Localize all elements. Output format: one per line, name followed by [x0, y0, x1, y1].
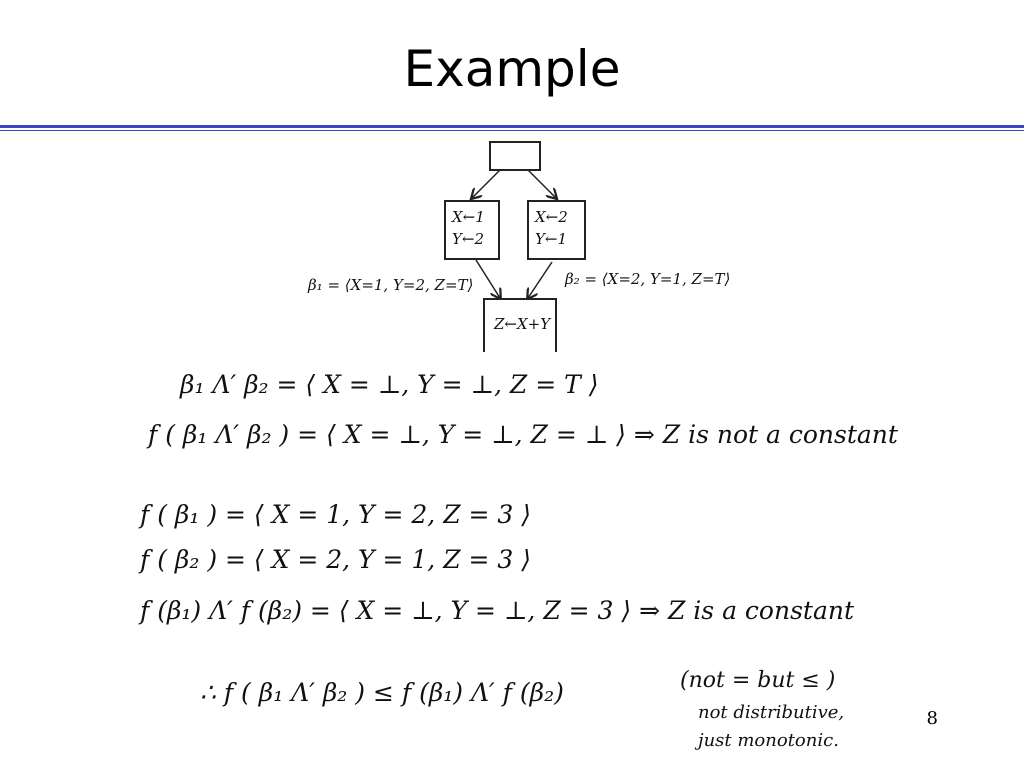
left-block-line1: X←1: [452, 208, 485, 226]
note-just-monotonic: just monotonic.: [698, 730, 839, 751]
meet-equation: β₁ Λ′ β₂ = ⟨ X = ⊥, Y = ⊥, Z = T ⟩: [180, 370, 599, 399]
transfer-of-meet-equation: f ( β₁ Λ′ β₂ ) = ⟨ X = ⊥, Y = ⊥, Z = ⊥ ⟩ ⇒ Z is not a constant: [148, 420, 898, 449]
merge-block-text: Z←X+Y: [494, 315, 551, 333]
note-not-equal: (not = but ≤ ): [680, 668, 836, 693]
beta2-label: β₂ = ⟨X=2, Y=1, Z=T⟩: [565, 270, 731, 288]
entry-block: [489, 141, 541, 171]
f-beta2-equation: f ( β₂ ) = ⟨ X = 2, Y = 1, Z = 3 ⟩: [140, 545, 532, 574]
f-beta1-equation: f ( β₁ ) = ⟨ X = 1, Y = 2, Z = 3 ⟩: [140, 500, 532, 529]
slide-title: Example: [403, 40, 621, 98]
page-number: 8: [926, 708, 938, 729]
right-block-line1: X←2: [535, 208, 568, 226]
beta1-label: β₁ = ⟨X=1, Y=2, Z=T⟩: [308, 276, 474, 294]
meet-of-transfers-equation: f (β₁) Λ′ f (β₂) = ⟨ X = ⊥, Y = ⊥, Z = 3 ⟩ ⇒ Z is a constant: [140, 596, 855, 625]
note-not-distributive: not distributive,: [698, 702, 845, 723]
right-block-line2: Y←1: [535, 230, 568, 248]
left-block-line2: Y←2: [452, 230, 485, 248]
conclusion-equation: ∴ f ( β₁ Λ′ β₂ ) ≤ f (β₁) Λ′ f (β₂): [200, 678, 564, 707]
